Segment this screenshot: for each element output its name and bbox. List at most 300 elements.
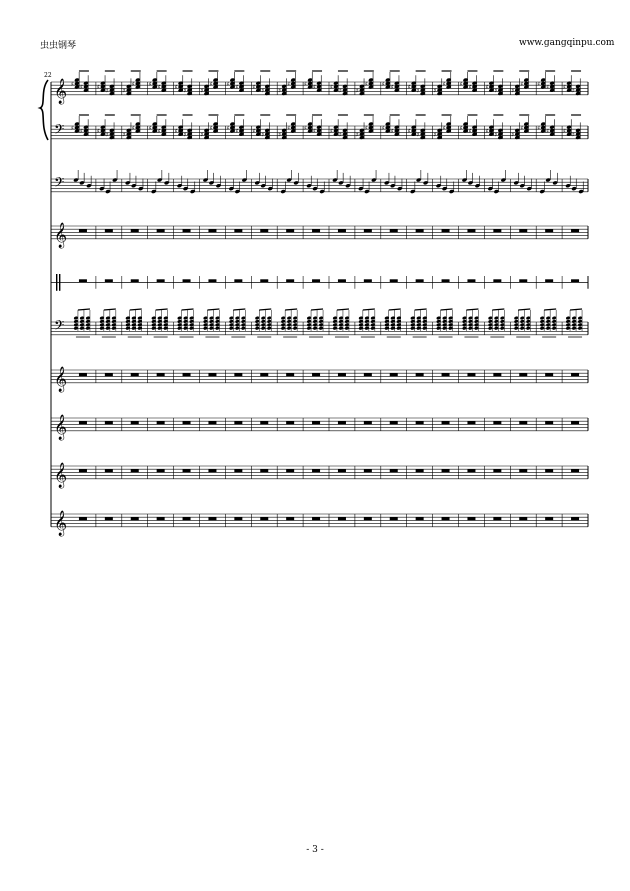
chord-note [125,323,130,327]
staff-piano-left-hand [51,115,588,140]
sharp-icon: ♯ [338,87,342,95]
whole-rest [234,279,242,282]
whole-rest [131,469,139,472]
chord-note [462,323,467,327]
chord-note [267,326,272,330]
chord-note [183,319,188,323]
chord-note [390,326,395,330]
chord-note [157,323,162,327]
whole-rest [519,421,527,424]
site-name: 虫虫钢琴 [40,41,77,51]
whole-rest [105,421,113,424]
whole-rest [390,229,398,232]
whole-rest [131,421,139,424]
chord-note [546,319,551,323]
treble-clef-icon: 𝄞 [54,222,68,248]
sharp-icon: ♯ [407,84,411,92]
chord-note [468,319,473,323]
chord-note [526,326,531,330]
chord-note [358,319,363,323]
chord-note [255,319,260,323]
chord-note [125,319,130,323]
chord-note [281,323,286,327]
whole-rest [208,229,216,232]
chord-note [131,316,136,320]
sharp-icon: ♯ [381,81,385,88]
beam [78,309,90,310]
chord-note [281,316,286,320]
chord-note [442,326,447,330]
whole-rest [105,373,113,376]
whole-rest [79,469,87,472]
sharp-icon: ♯ [209,81,213,88]
chord-note [157,326,162,330]
whole-rest [493,373,501,376]
sharp-icon: ♯ [252,84,256,92]
chord-note [514,316,519,320]
chord-note [157,316,162,320]
sharp-icon: ♯ [157,84,161,92]
whole-rest [286,469,294,472]
sharp-icon: ♯ [407,128,411,136]
whole-rest [260,469,268,472]
whole-rest [79,421,87,424]
chord-note [241,323,246,327]
whole-rest [131,517,139,520]
beam [130,309,142,310]
chord-note [209,326,214,330]
whole-rest [364,469,372,472]
sharp-icon: ♯ [313,84,316,92]
beam [182,309,194,310]
whole-rest [234,517,242,520]
sharp-icon: ♯ [468,84,472,92]
chord-note [215,316,220,320]
chord-note [261,323,266,327]
whole-rest [338,421,346,424]
sharp-icon: ♯ [148,81,152,88]
chord-note [287,316,292,320]
chord-note [546,326,551,330]
whole-rest [545,229,553,232]
chord-note [151,326,156,330]
chord-note [177,319,182,323]
chord-note [566,326,571,330]
whole-rest [416,469,424,472]
chord-note [474,316,479,320]
sharp-icon: ♯ [416,87,420,95]
chord-note [229,319,234,323]
sharp-icon: ♯ [304,125,307,132]
whole-rest [286,373,294,376]
chord-note [99,323,104,327]
chord-note [163,323,168,327]
chord-note [85,326,90,330]
whole-rest [208,421,216,424]
whole-rest [260,421,268,424]
chord-note [566,323,571,327]
chord-note [468,323,473,327]
chord-note [540,316,545,320]
bass-clef-icon: 𝄢 [54,317,65,337]
whole-rest [571,279,579,282]
chord-note [281,319,286,323]
whole-rest [390,469,398,472]
whole-rest [79,373,87,376]
whole-rest [571,421,579,424]
chord-note [500,319,505,323]
whole-rest [208,469,216,472]
whole-rest [416,229,424,232]
chord-note [344,316,349,320]
whole-rest [571,517,579,520]
chord-note [474,323,479,327]
chord-note [261,319,266,323]
chord-note [241,326,246,330]
whole-rest [390,421,398,424]
whole-rest [416,279,424,282]
beam [415,309,427,310]
sharp-icon: ♯ [494,131,498,139]
sharp-icon: ♯ [520,125,524,132]
beam [285,309,297,310]
sharp-icon: ♯ [287,125,291,132]
chord-note [319,319,324,323]
sharp-icon: ♯ [537,125,541,132]
chord-note [422,316,427,320]
chord-note [540,326,545,330]
chord-note [79,316,84,320]
sharp-icon: ♯ [278,131,282,139]
chord-note [578,326,583,330]
chord-note [488,323,493,327]
sharp-icon: ♯ [226,125,230,132]
chord-note [448,319,453,323]
sharp-icon: ♯ [537,81,541,88]
chord-note [189,323,194,327]
chord-note [215,323,220,327]
whole-rest [338,517,346,520]
chord-note [358,323,363,327]
whole-rest [234,229,242,232]
chord-note [85,319,90,323]
whole-rest [157,421,165,424]
chord-note [287,323,292,327]
whole-rest [442,421,450,424]
whole-rest [286,229,294,232]
whole-rest [442,373,450,376]
chord-note [436,316,441,320]
beam [570,309,582,310]
chord-note [267,323,272,327]
chord-note [462,316,467,320]
sharp-icon: ♯ [200,131,204,139]
chord-note [488,319,493,323]
chord-note [462,319,467,323]
staff-piano-right-hand [51,71,588,104]
sharp-icon: ♯ [572,87,575,95]
sharp-icon: ♯ [235,128,239,136]
whole-rest [312,517,320,520]
chord-note [203,323,208,327]
sharp-icon: ♯ [200,87,204,95]
chord-note [552,316,557,320]
chord-note [137,326,142,330]
chord-note [105,316,110,320]
chord-note [79,323,84,327]
chord-note [416,323,421,327]
chord-note [111,323,116,327]
whole-rest [312,229,320,232]
chord-note [442,319,447,323]
sharp-icon: ♯ [381,125,385,132]
chord-note [255,326,260,330]
whole-rest [571,469,579,472]
whole-rest [286,279,294,282]
treble-clef-icon: 𝄞 [54,462,68,488]
sharp-icon: ♯ [70,81,74,88]
sharp-icon: ♯ [459,81,463,88]
sharp-icon: ♯ [226,81,230,88]
sharp-icon: ♯ [235,84,239,92]
sharp-icon: ♯ [278,87,282,95]
staff-treble-instrument-5 [51,510,588,536]
chord-note [293,316,298,320]
chord-note [111,316,116,320]
bass-clef-icon: 𝄢 [54,121,65,141]
chord-note [319,326,324,330]
chord-note [552,326,557,330]
whole-rest [442,517,450,520]
chord-note [183,316,188,320]
chord-note [151,316,156,320]
chord-note [235,319,240,323]
chord-note [488,326,493,330]
whole-rest [157,373,165,376]
whole-rest [208,279,216,282]
chord-note [566,316,571,320]
chord-note [319,323,324,327]
percussion-clef [59,274,60,291]
chord-note [396,319,401,323]
chord-note [85,323,90,327]
sharp-icon: ♯ [520,81,524,88]
chord-note [177,316,182,320]
beam [233,309,245,310]
chord-note [442,316,447,320]
chord-note [384,319,389,323]
whole-rest [338,279,346,282]
chord-note [364,323,369,327]
whole-rest [234,373,242,376]
chord-note [131,326,136,330]
beam [259,309,271,310]
whole-rest [234,421,242,424]
chord-note [307,326,312,330]
chord-note [131,323,136,327]
whole-rest [338,229,346,232]
chord-note [416,316,421,320]
staff-treble-instrument-2 [51,366,588,392]
whole-rest [519,373,527,376]
sharp-icon: ♯ [442,125,446,132]
chord-note [364,319,369,323]
sharp-icon: ♯ [329,128,333,136]
sharp-icon: ♯ [459,125,463,132]
whole-rest [105,517,113,520]
chord-note [255,316,260,320]
beam [492,309,504,310]
beam [363,309,375,310]
chord-note [552,319,557,323]
sharp-icon: ♯ [313,128,316,136]
whole-rest [338,373,346,376]
chord-note [540,323,545,327]
chord-note [566,319,571,323]
whole-rest [493,421,501,424]
chord-note [468,326,473,330]
chord-note [572,326,577,330]
chord-note [261,326,266,330]
staff-treble-instrument-3 [51,414,588,440]
sharp-icon: ♯ [287,81,291,88]
chord-note [494,319,499,323]
whole-rest [157,229,165,232]
sharp-icon: ♯ [183,131,187,139]
sharp-icon: ♯ [261,131,265,139]
chord-note [209,316,214,320]
chord-note [215,319,220,323]
beam [544,309,556,310]
chord-note [332,323,337,327]
whole-rest [467,421,475,424]
chord-note [384,316,389,320]
sharp-icon: ♯ [364,81,368,88]
sharp-icon: ♯ [96,84,100,92]
beam [337,309,349,310]
chord-note [358,326,363,330]
whole-rest [493,229,501,232]
whole-rest [545,373,553,376]
whole-rest [442,279,450,282]
chord-note [494,326,499,330]
chord-note [552,323,557,327]
sharp-icon: ♯ [563,84,566,92]
chord-note [370,319,375,323]
chord-note [474,319,479,323]
treble-clef-icon: 𝄞 [54,366,68,392]
chord-note [442,323,447,327]
whole-rest [519,229,527,232]
sharp-icon: ♯ [105,87,109,95]
chord-note [370,316,375,320]
whole-rest [260,279,268,282]
chord-note [500,323,505,327]
staff-bass-line [51,170,588,194]
whole-rest [312,421,320,424]
whole-rest [416,517,424,520]
chord-note [229,326,234,330]
sharp-icon: ♯ [416,131,420,139]
chord-note [137,323,142,327]
chord-note [338,319,343,323]
whole-rest [519,517,527,520]
chord-note [85,316,90,320]
chord-note [163,326,168,330]
whole-rest [312,279,320,282]
chord-note [546,316,551,320]
sharp-icon: ♯ [390,128,394,136]
chord-note [422,319,427,323]
beam [441,309,453,310]
whole-rest [105,229,113,232]
staff-treble-instrument-1 [51,222,588,248]
chord-note [189,326,194,330]
whole-rest [416,373,424,376]
whole-rest [467,469,475,472]
chord-note [73,316,78,320]
sharp-icon: ♯ [442,81,446,88]
chord-note [514,326,519,330]
whole-rest [338,469,346,472]
chord-note [151,323,156,327]
chord-note [332,319,337,323]
whole-rest [260,517,268,520]
whole-rest [131,279,139,282]
chord-note [578,319,583,323]
staff-bass-chords [51,309,588,337]
chord-note [99,319,104,323]
whole-rest [467,373,475,376]
staff-treble-instrument-4 [51,462,588,488]
chord-note [73,326,78,330]
sharp-icon: ♯ [131,125,135,132]
chord-note [390,323,395,327]
whole-rest [79,279,87,282]
chord-note [364,316,369,320]
sharp-icon: ♯ [364,125,368,132]
whole-rest [442,229,450,232]
beam [311,309,323,310]
chord-note [177,326,182,330]
whole-rest [390,279,398,282]
chord-note [448,326,453,330]
chord-note [307,323,312,327]
sharp-icon: ♯ [485,128,489,136]
chord-note [358,316,363,320]
beam [389,309,401,310]
whole-rest [286,517,294,520]
sharp-icon: ♯ [563,128,566,136]
chord-note [203,316,208,320]
treble-clef-icon: 𝄞 [54,414,68,440]
whole-rest [183,421,191,424]
chord-note [157,319,162,323]
whole-rest [467,517,475,520]
chord-note [572,319,577,323]
chord-note [307,319,312,323]
chord-note [105,323,110,327]
whole-rest [390,517,398,520]
chord-note [448,323,453,327]
chord-note [255,323,260,327]
whole-rest [312,373,320,376]
chord-note [313,326,318,330]
whole-rest [364,229,372,232]
measure-number: 22 [44,72,52,79]
chord-note [520,319,525,323]
piano-brace [40,80,48,140]
